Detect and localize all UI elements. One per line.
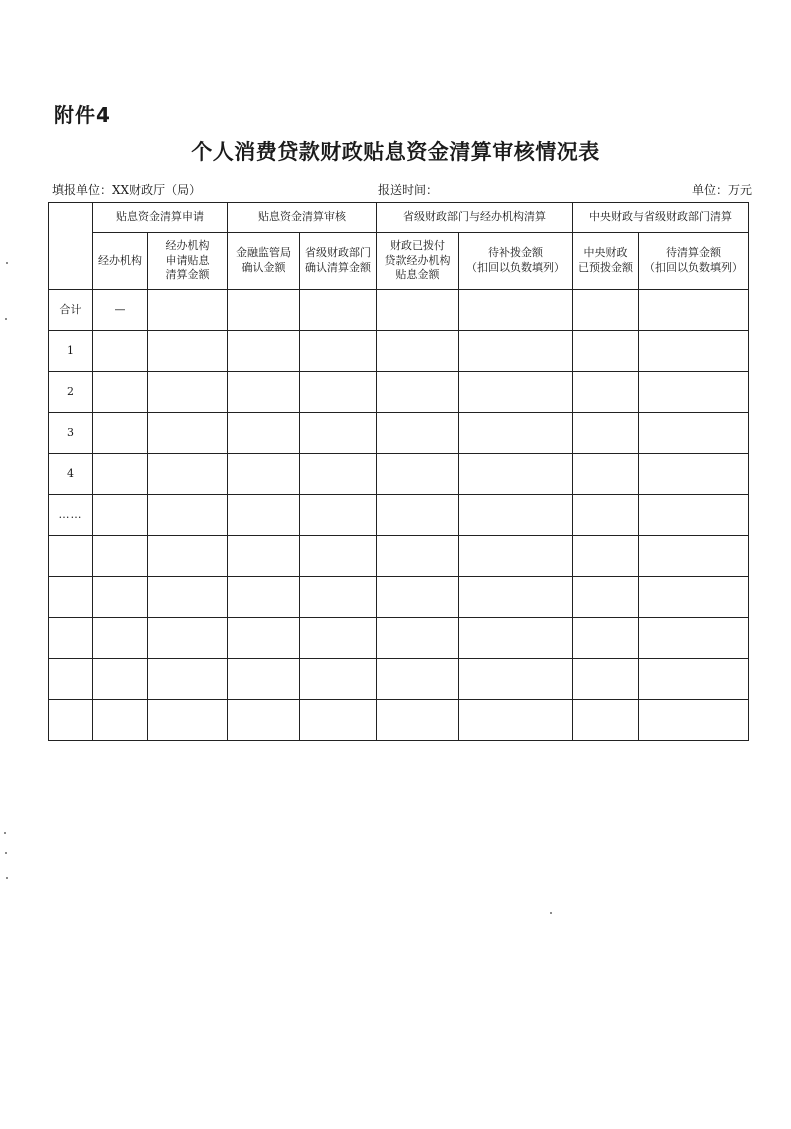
- column-header: 金融监管局 确认金额: [228, 233, 300, 290]
- table-cell: [93, 413, 148, 454]
- table-cell: [639, 536, 749, 577]
- table-row: [49, 454, 749, 495]
- table-cell: [228, 413, 300, 454]
- page-title: 个人消费贷款财政贴息资金清算审核情况表: [191, 140, 600, 164]
- table-cell: [459, 372, 573, 413]
- table-cell: [93, 700, 148, 741]
- table-cell: [300, 413, 377, 454]
- table-cell: [377, 577, 459, 618]
- column-header: 中央财政 已预拨金额: [573, 233, 639, 290]
- row-label: [49, 700, 93, 741]
- table-cell: [573, 618, 639, 659]
- row-label: [49, 618, 93, 659]
- row-label: 1: [49, 331, 93, 372]
- scan-speck: [550, 912, 552, 914]
- table-cell: [300, 495, 377, 536]
- table-cell: [377, 659, 459, 700]
- column-header: 经办机构: [93, 233, 148, 290]
- scan-speck: [4, 832, 6, 834]
- table-cell: [573, 331, 639, 372]
- attachment-label: 附件4: [54, 103, 111, 127]
- table-cell: [573, 413, 639, 454]
- table-cell: [228, 331, 300, 372]
- column-header: 省级财政部门 确认清算金额: [300, 233, 377, 290]
- table-cell: [639, 700, 749, 741]
- group-header: 中央财政与省级财政部门清算: [573, 203, 749, 233]
- table-cell: [573, 495, 639, 536]
- table-cell: [148, 413, 228, 454]
- table-cell: [377, 700, 459, 741]
- table-row: [49, 659, 749, 700]
- table-cell: [459, 700, 573, 741]
- table-cell: [459, 659, 573, 700]
- table-cell: [639, 577, 749, 618]
- table-cell: [377, 331, 459, 372]
- table-cell: [93, 577, 148, 618]
- table-row: [49, 495, 749, 536]
- table-cell: [300, 290, 377, 331]
- table-cell: [148, 700, 228, 741]
- table-cell: [228, 700, 300, 741]
- table-cell: [459, 290, 573, 331]
- table-cell: [639, 618, 749, 659]
- table-body: [49, 290, 749, 741]
- table-cell: [377, 413, 459, 454]
- table-cell: [639, 290, 749, 331]
- row-label: 4: [49, 454, 93, 495]
- scan-speck: [6, 262, 8, 264]
- table-cell: [148, 577, 228, 618]
- table-cell: [148, 454, 228, 495]
- table-cell: [639, 495, 749, 536]
- table-cell: [573, 577, 639, 618]
- table-cell: [639, 659, 749, 700]
- group-header-row: [49, 203, 749, 233]
- table-cell: [377, 536, 459, 577]
- table-cell: [148, 536, 228, 577]
- row-label: 3: [49, 413, 93, 454]
- group-header: 贴息资金清算审核: [228, 203, 377, 233]
- table-row: [49, 413, 749, 454]
- row-label: 合计: [49, 290, 93, 331]
- table-cell: [573, 290, 639, 331]
- fill-unit-text: 填报单位：XX财政厅（局）: [52, 183, 202, 197]
- table-cell: [300, 536, 377, 577]
- table-cell: [459, 495, 573, 536]
- row-label-header: [49, 203, 93, 290]
- table-cell: [228, 372, 300, 413]
- table-row: [49, 618, 749, 659]
- table-cell: [459, 536, 573, 577]
- report-time-text: 报送时间：: [378, 183, 439, 197]
- table-cell: [93, 454, 148, 495]
- table-cell: [377, 290, 459, 331]
- table-cell: [639, 454, 749, 495]
- table-cell: [228, 290, 300, 331]
- group-header: 贴息资金清算申请: [93, 203, 228, 233]
- table-cell: [573, 659, 639, 700]
- table-row: [49, 700, 749, 741]
- column-header: 待清算金额 （扣回以负数填列）: [639, 233, 749, 290]
- table-cell: [573, 454, 639, 495]
- column-header: 财政已拨付 贷款经办机构 贴息金额: [377, 233, 459, 290]
- table-cell: [300, 331, 377, 372]
- table-cell: [300, 700, 377, 741]
- table-row: [49, 290, 749, 331]
- table-cell: [228, 659, 300, 700]
- table-cell: [300, 577, 377, 618]
- table-cell: [148, 290, 228, 331]
- column-header-row: [49, 233, 749, 290]
- table-cell: [93, 331, 148, 372]
- row-label: [49, 659, 93, 700]
- table-cell: [639, 331, 749, 372]
- table-cell: [573, 372, 639, 413]
- scan-speck: [5, 852, 7, 854]
- column-header: 经办机构 申请贴息 清算金额: [148, 233, 228, 290]
- table-row: [49, 331, 749, 372]
- table-cell: [228, 577, 300, 618]
- table-cell: [148, 495, 228, 536]
- table-cell: [93, 618, 148, 659]
- scan-speck: [6, 877, 8, 879]
- scan-speck: [5, 318, 7, 320]
- table-cell: [459, 618, 573, 659]
- table-cell: [93, 495, 148, 536]
- audit-table: [48, 202, 749, 741]
- row-label: [49, 577, 93, 618]
- table-cell: [459, 577, 573, 618]
- table-cell: —: [93, 290, 148, 331]
- row-label: 2: [49, 372, 93, 413]
- table-cell: [377, 372, 459, 413]
- table-cell: [377, 495, 459, 536]
- table-cell: [228, 536, 300, 577]
- unit-text: 单位：万元: [692, 183, 753, 197]
- table-cell: [93, 659, 148, 700]
- table-row: [49, 577, 749, 618]
- table-cell: [459, 413, 573, 454]
- table-cell: [639, 372, 749, 413]
- group-header: 省级财政部门与经办机构清算: [377, 203, 573, 233]
- table-cell: [93, 372, 148, 413]
- table-cell: [148, 659, 228, 700]
- table-cell: [228, 618, 300, 659]
- table-cell: [300, 454, 377, 495]
- table-cell: [148, 618, 228, 659]
- table-row: [49, 372, 749, 413]
- table-cell: [148, 331, 228, 372]
- table-cell: [459, 331, 573, 372]
- table-cell: [377, 618, 459, 659]
- table-row: [49, 536, 749, 577]
- table-cell: [459, 454, 573, 495]
- table-cell: [228, 454, 300, 495]
- column-header: 待补拨金额 （扣回以负数填列）: [459, 233, 573, 290]
- table-cell: [93, 536, 148, 577]
- table-cell: [300, 372, 377, 413]
- table-cell: [639, 413, 749, 454]
- table-cell: [300, 659, 377, 700]
- row-label: [49, 536, 93, 577]
- table-cell: [228, 495, 300, 536]
- table-cell: [148, 372, 228, 413]
- row-label: ……: [49, 495, 93, 536]
- table-cell: [573, 700, 639, 741]
- table-cell: [377, 454, 459, 495]
- table-cell: [300, 618, 377, 659]
- table-cell: [573, 536, 639, 577]
